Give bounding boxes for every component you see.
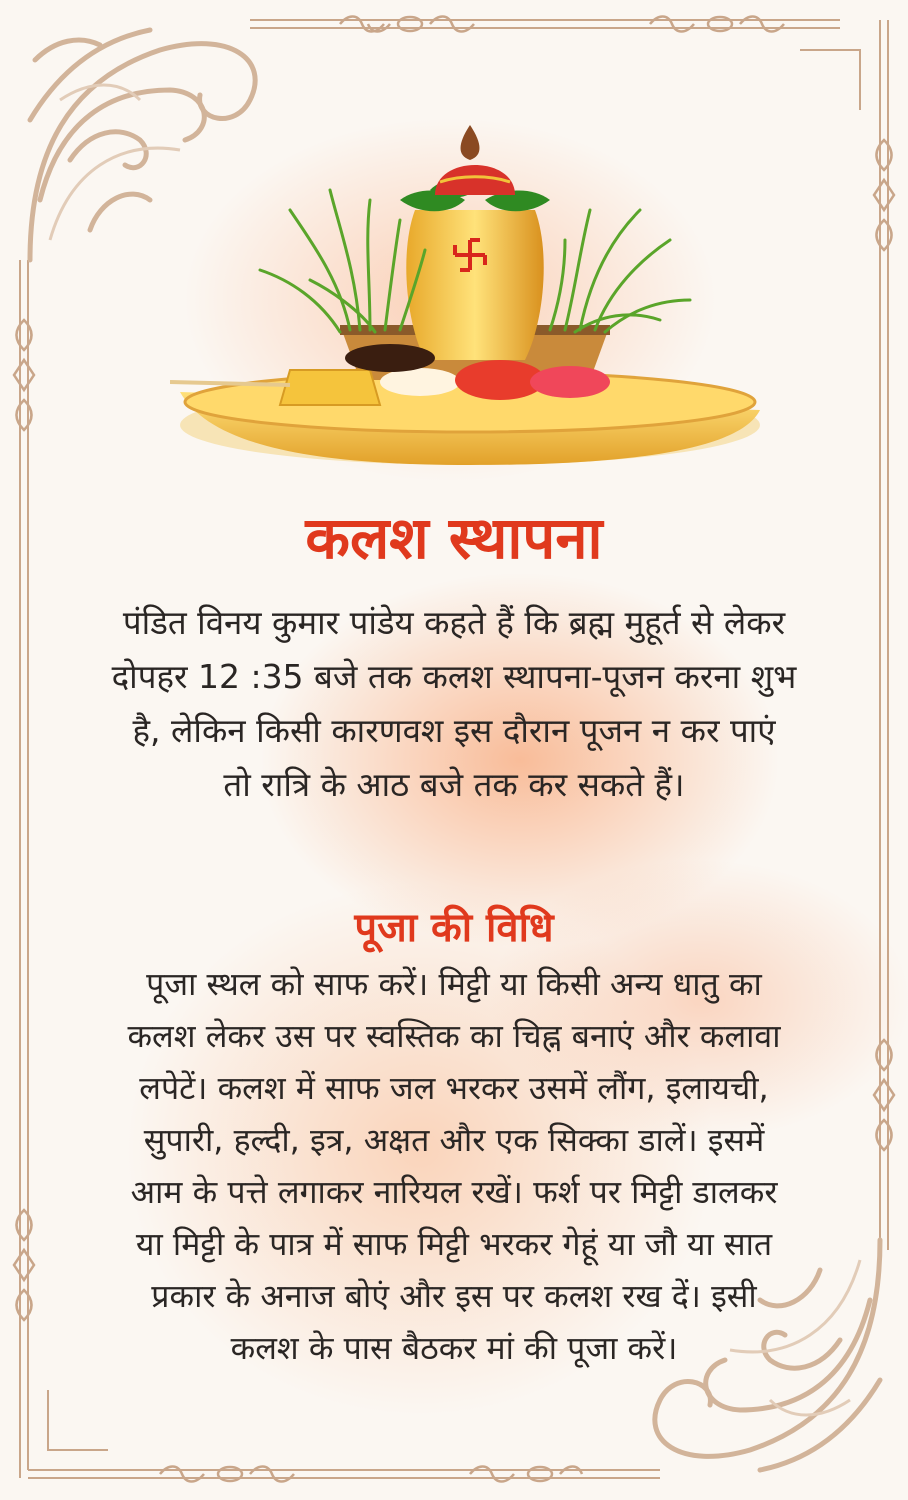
text-line: कलश लेकर उस पर स्वस्तिक का चिह्न बनाएं और कलावा xyxy=(127,1017,781,1055)
text-line: दोपहर 12 :35 बजे तक कलश स्थापना-पूजन करना शुभ xyxy=(111,657,797,696)
kalash-icon xyxy=(170,120,770,480)
section-heading: पूजा की विधि xyxy=(354,905,554,951)
text-line: है, लेकिन किसी कारणवश इस दौरान पूजन न कर पाएं xyxy=(132,711,776,750)
text-line: आम के पत्ते लगाकर नारियल रखें। फर्श पर मिट्टी डालकर xyxy=(130,1173,778,1211)
text-line: पूजा स्थल को साफ करें। मिट्टी या किसी अन्य धातु का xyxy=(146,965,762,1003)
text-line: या मिट्टी के पात्र में साफ मिट्टी भरकर गेहूं या जौ या सात xyxy=(135,1225,773,1263)
page-title: कलश स्थापना xyxy=(305,504,603,572)
text-line: पंडित विनय कुमार पांडेय कहते हैं कि ब्रह्म मुहूर्त से लेकर xyxy=(122,603,786,642)
text-line: तो रात्रि के आठ बजे तक कर सकते हैं। xyxy=(223,765,685,804)
intro-paragraph xyxy=(80,596,828,812)
method-paragraph xyxy=(70,958,838,1374)
text-line: सुपारी, हल्दी, इत्र, अक्षत और एक सिक्का डालें। इसमें xyxy=(143,1121,765,1159)
text-line: लपेटें। कलश में साफ जल भरकर उसमें लौंग, इलायची, xyxy=(139,1069,769,1107)
text-line: कलश के पास बैठकर मां की पूजा करें। xyxy=(230,1329,678,1367)
text-line: प्रकार के अनाज बोएं और इस पर कलश रख दें। इसी xyxy=(151,1277,757,1315)
